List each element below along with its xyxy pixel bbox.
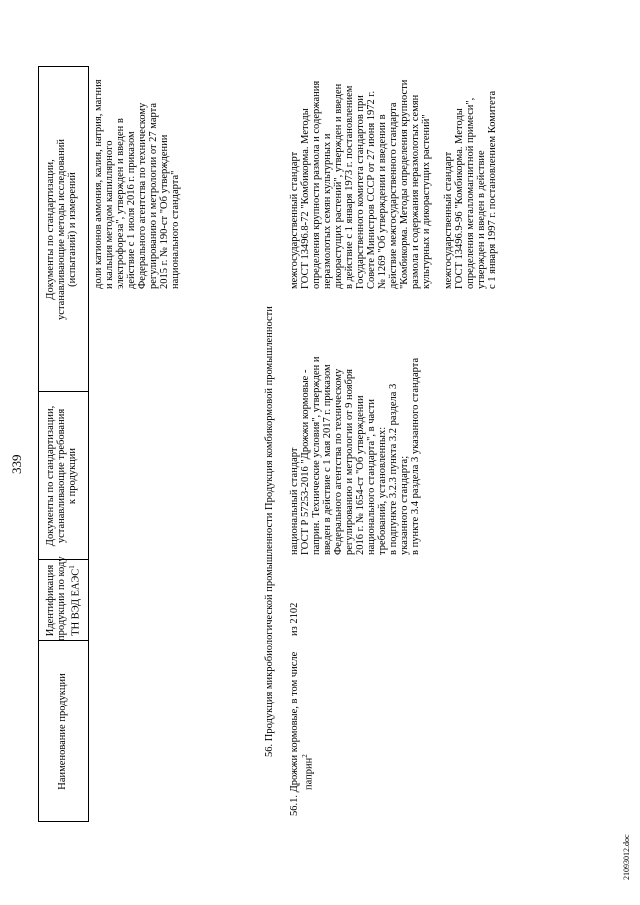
product-name-line-2: паприн$^2$ <box>301 754 315 790</box>
section-title: 56. Продукция микробиологической промышленности Продукция комбикормовой промышленности <box>264 306 275 757</box>
methods-line: в действие с 1 января 1973 г. постановлением <box>344 85 355 289</box>
methods-line: неразмолотых семян культурных и <box>322 133 333 289</box>
prev-methods-line: 2015 г. № 190-ст "Об утверждении <box>159 134 170 289</box>
header-top-rule <box>38 67 39 822</box>
methods-line: культурных и дикорастущих растений" <box>421 114 432 289</box>
header-identification <box>45 556 82 641</box>
methods-line: "Комбикорма. Методы определения крупности <box>399 79 410 289</box>
header-identification-line-3: ТН ВЭД ЕАЭС$^1$ <box>68 565 82 636</box>
header-bottom-rule <box>88 67 89 822</box>
requirements-line: ГОСТ Р 57253-2016 "Дрожжи кормовые - <box>300 369 311 555</box>
prev-methods-line: и кальция методом капиллярного <box>104 140 115 289</box>
requirements-cell <box>289 356 421 555</box>
prev-methods-line: регулированию и метрологии от 27 марта <box>148 102 159 289</box>
rotated-sheet <box>0 12 640 892</box>
methods-line: межгосударственный стандарт <box>443 151 454 289</box>
methods-line: размола и содержания неразмолотых семян <box>410 94 421 289</box>
page-number: 339 <box>9 454 24 474</box>
requirements-line: введен в действие с 1 мая 2017 г. приказом <box>322 364 333 555</box>
product-name-line-1: 56.1. Дрожжи кормовые, в том числе <box>289 651 300 816</box>
methods-gap <box>432 80 443 289</box>
requirements-line: паприн. Технические условия", утвержден и <box>311 356 322 555</box>
methods-line: утвержден и введен в действие <box>476 150 487 289</box>
header-requirements <box>45 392 78 560</box>
header-methods-line-1: Документы по стандартизации, <box>45 159 56 300</box>
product-name-footnote: 2 <box>301 754 309 758</box>
requirements-line: указанного стандарта; <box>399 455 410 555</box>
requirements-line: национального стандарта", в части <box>366 398 377 555</box>
requirements-line: 2016 г. № 1654-ст "Об утверждении <box>355 395 366 555</box>
prev-methods-text <box>93 79 181 289</box>
methods-line: действие межгосударственного стандарта <box>388 102 399 289</box>
header-requirements-line-2: устанавливающие требования <box>56 408 67 544</box>
requirements-line: регулированию и метрологии от 9 ноября <box>344 369 355 555</box>
requirements-line: в подпункте 3.2.3 пункта 3.2 раздела 3 <box>388 383 399 555</box>
product-name-cell <box>289 652 315 816</box>
header-methods <box>45 67 78 392</box>
product-code-cell: из 2102 <box>289 602 300 636</box>
requirements-line: Федерального агентства по техническому <box>333 368 344 555</box>
methods-line: Совете Министров СССР от 27 июня 1972 г. <box>366 90 377 289</box>
requirements-line: национальный стандарт <box>289 447 300 555</box>
header-requirements-line-3: к продукции <box>67 447 78 505</box>
header-requirements-line-1: Документы по стандартизации, <box>45 405 56 547</box>
prev-methods-line: Федерального агентства по техническому <box>137 102 148 289</box>
prev-methods-line: действие с 1 июля 2016 г. приказом <box>126 131 137 289</box>
header-identification-footnote: 1 <box>68 565 76 569</box>
methods-line: определения крупности размола и содержания <box>311 80 322 289</box>
requirements-line: в пункте 3.4 раздела 3 указанного стандарта <box>410 357 421 555</box>
methods-line: Государственного комитета стандартов при <box>355 95 366 289</box>
methods-line: № 1269 "Об утверждении и введении в <box>377 114 388 289</box>
methods-line: ГОСТ 13496.9-96 "Комбикорма. Методы <box>454 108 465 289</box>
prev-methods-line: национального стандарта" <box>170 170 181 289</box>
footer-doc-code: 21093012.doc <box>622 834 631 880</box>
header-identification-line-1: Идентификация <box>45 564 56 637</box>
methods-line: с 1 января 1997 г. постановлением Комитета <box>487 90 498 289</box>
methods-line: межгосударственный стандарт <box>289 151 300 289</box>
prev-methods-line: доли катионов аммония, калия, натрия, магния <box>93 79 104 289</box>
header-product-name: Наименование продукции <box>57 673 68 790</box>
methods-line: ГОСТ 13496.8-72 "Комбикорма. Методы <box>300 108 311 289</box>
methods-cell <box>289 80 498 289</box>
header-methods-line-3: (испытаний) и измерений <box>67 172 78 287</box>
methods-line: определения металломагнитной примеси", <box>465 97 476 289</box>
methods-line: дикорастущих растений", утвержден и введен <box>333 83 344 289</box>
header-methods-line-2: устанавливающие методы исследований <box>56 139 67 320</box>
prev-methods-line: электрофореза", утвержден и введен в <box>115 118 126 289</box>
requirements-line: требований, установленных: <box>377 426 388 555</box>
header-identification-line-2: продукции по коду <box>56 556 67 641</box>
